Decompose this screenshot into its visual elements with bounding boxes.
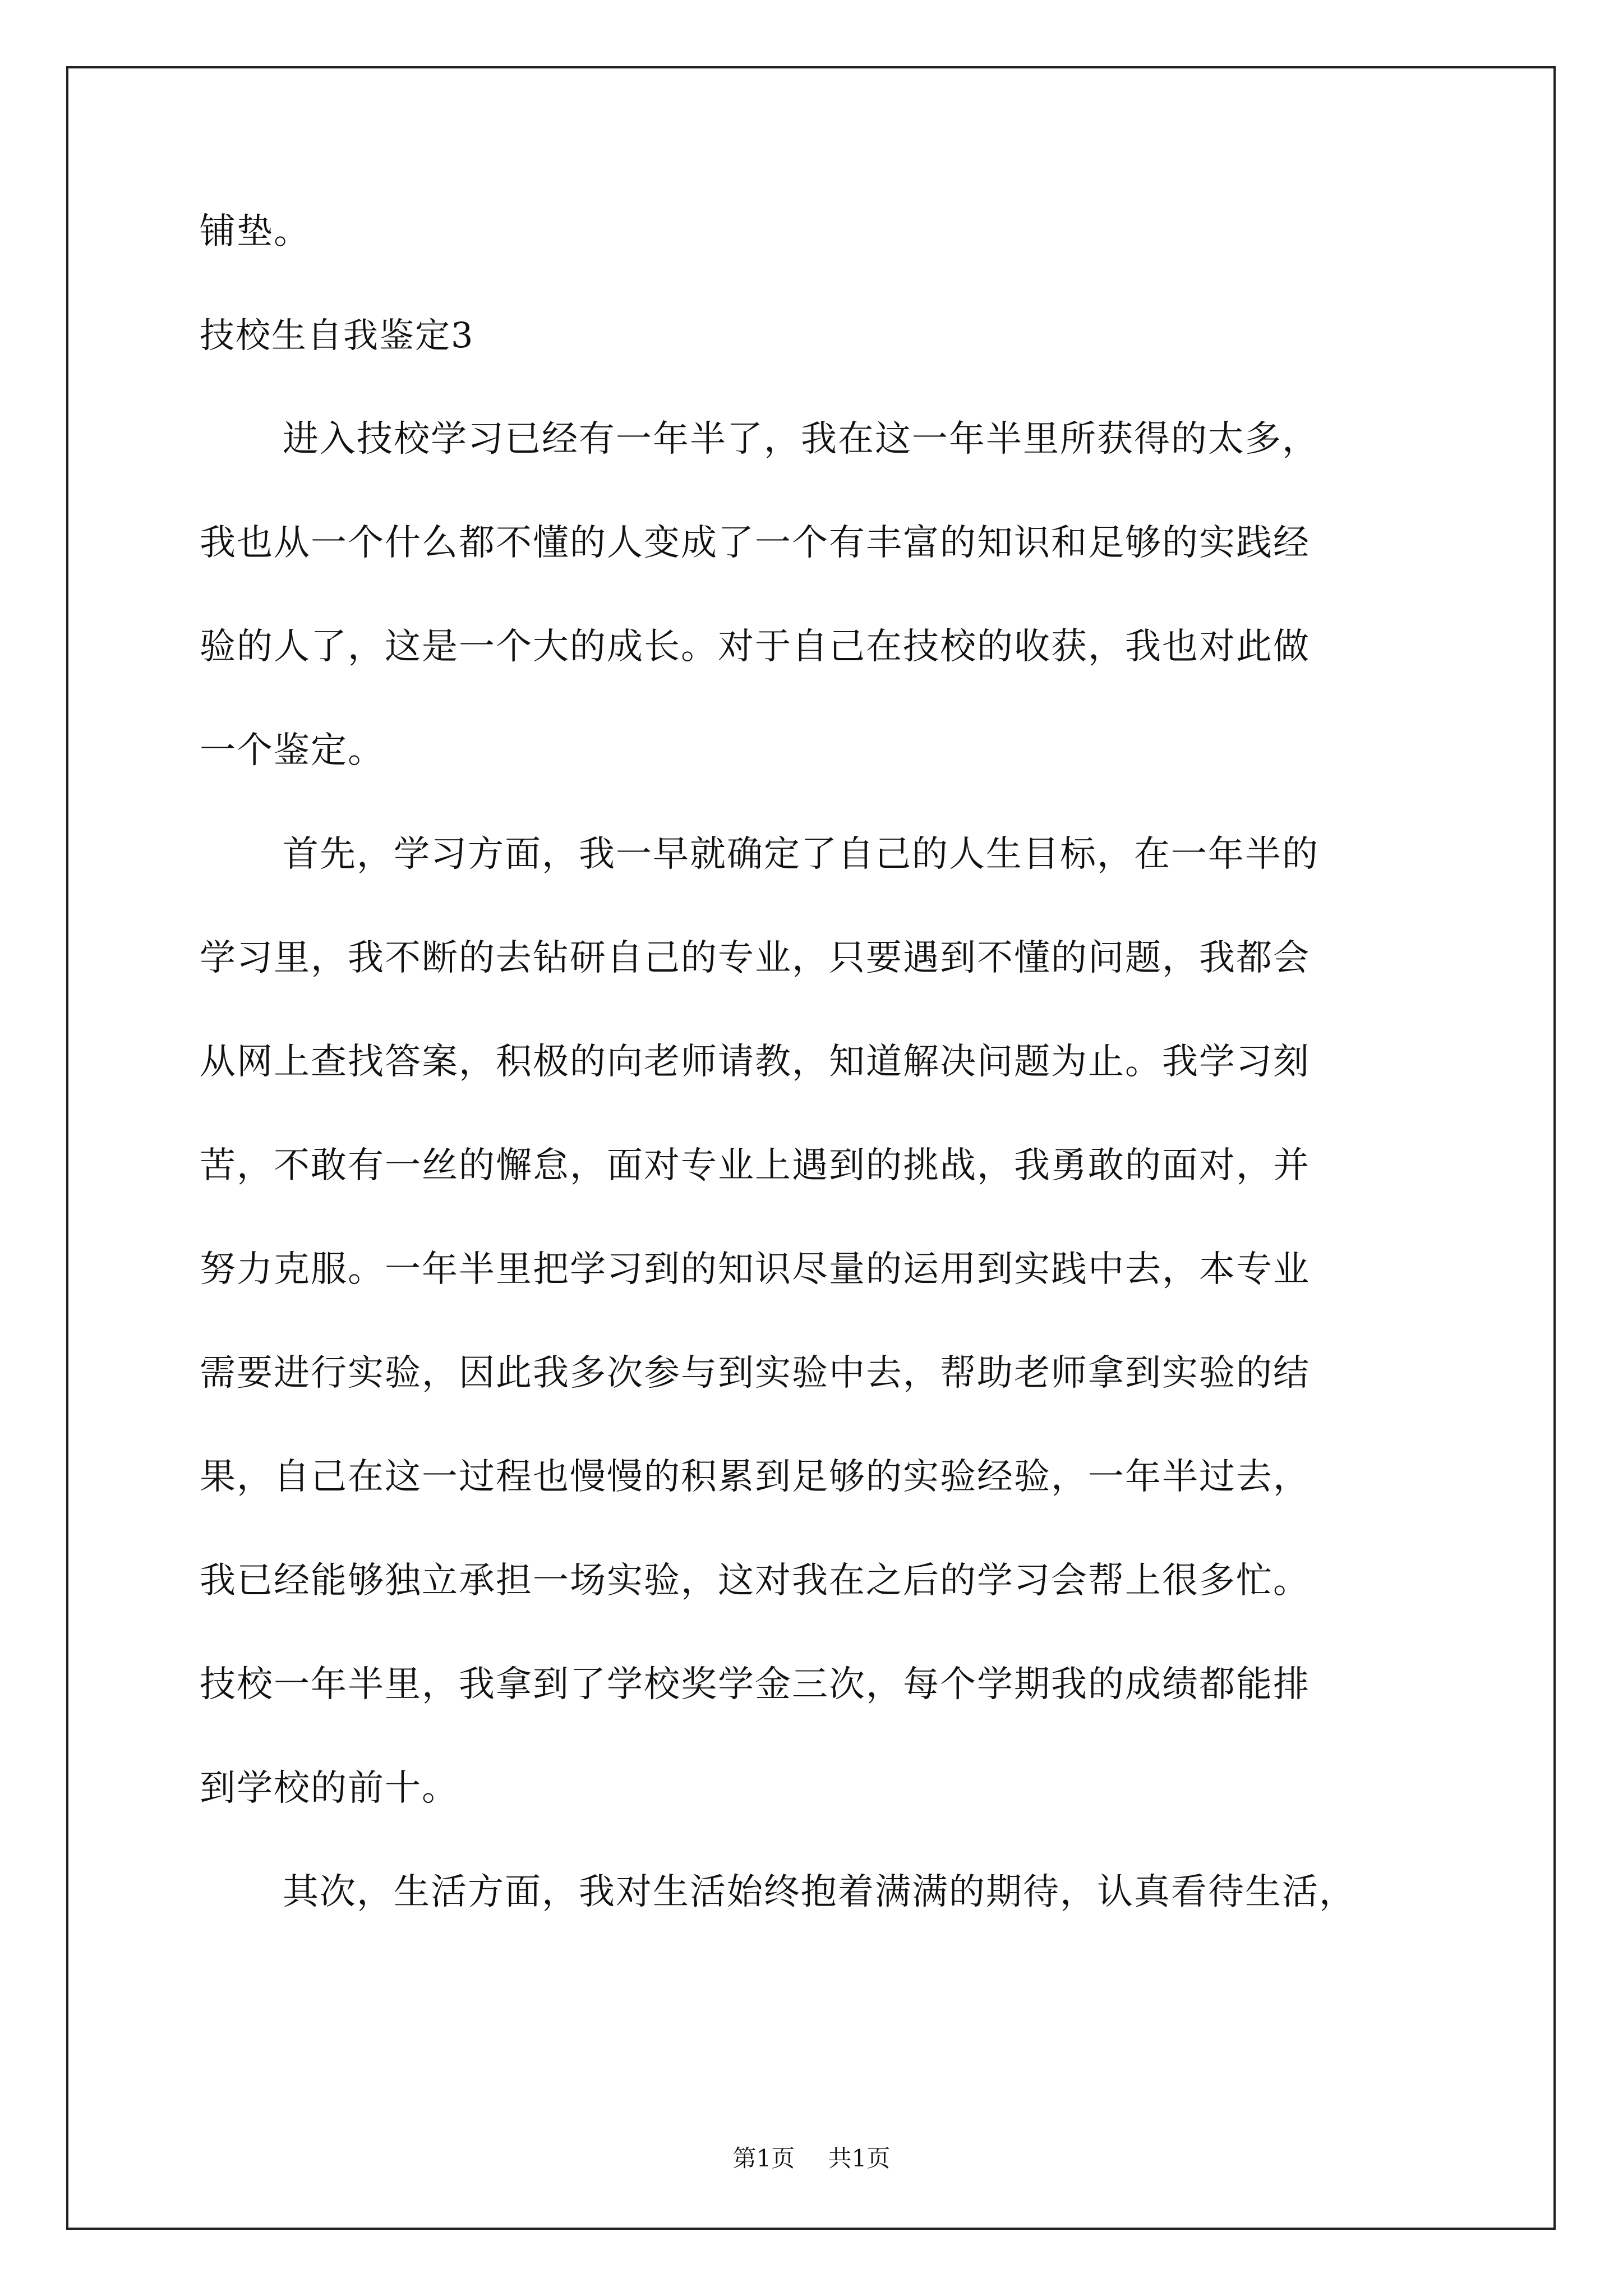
text-line: 进入技校学习已经有一年半了，我在这一年半里所获得的太多， — [283, 418, 1319, 460]
text-line: 首先，学习方面，我一早就确定了自己的人生目标，在一年半的 — [283, 834, 1319, 875]
text-line: 我已经能够独立承担一场实验，这对我在之后的学习会帮上很多忙。 — [200, 1560, 1310, 1602]
text-line: 我也从一个什么都不懂的人变成了一个有丰富的知识和足够的实践经 — [200, 522, 1310, 564]
text-line: 苦，不敢有一丝的懈怠，面对专业上遇到的挑战，我勇敢的面对，并 — [200, 1145, 1310, 1186]
document-body — [200, 205, 1433, 1970]
page-number-current: 第1页 — [732, 2145, 795, 2172]
text-line: 果，自己在这一过程也慢慢的积累到足够的实验经验，一年半过去， — [200, 1456, 1310, 1498]
text-line: 一个鉴定。 — [200, 730, 385, 771]
text-line: 从网上查找答案，积极的向老师请教，知道解决问题为止。我学习刻 — [200, 1041, 1310, 1083]
page-number-total: 共1页 — [828, 2145, 891, 2172]
text-line: 技校一年半里，我拿到了学校奖学金三次，每个学期我的成绩都能排 — [200, 1664, 1310, 1705]
text-line: 学习里，我不断的去钻研自己的专业，只要遇到不懂的问题，我都会 — [200, 937, 1310, 979]
text-line: 其次，生活方面，我对生活始终抱着满满的期待，认真看待生活， — [283, 1871, 1356, 1913]
text-line: 到学校的前十。 — [200, 1768, 459, 1809]
text-line: 铺垫。 — [200, 211, 311, 252]
section-heading: 技校生自我鉴定3 — [200, 315, 474, 356]
page-footer — [0, 2143, 1623, 2174]
text-line: 需要进行实验，因此我多次参与到实验中去，帮助老师拿到实验的结 — [200, 1352, 1310, 1394]
text-line: 验的人了，这是一个大的成长。对于自己在技校的收获，我也对此做 — [200, 626, 1310, 668]
text-line: 努力克服。一年半里把学习到的知识尽量的运用到实践中去，本专业 — [200, 1249, 1310, 1290]
